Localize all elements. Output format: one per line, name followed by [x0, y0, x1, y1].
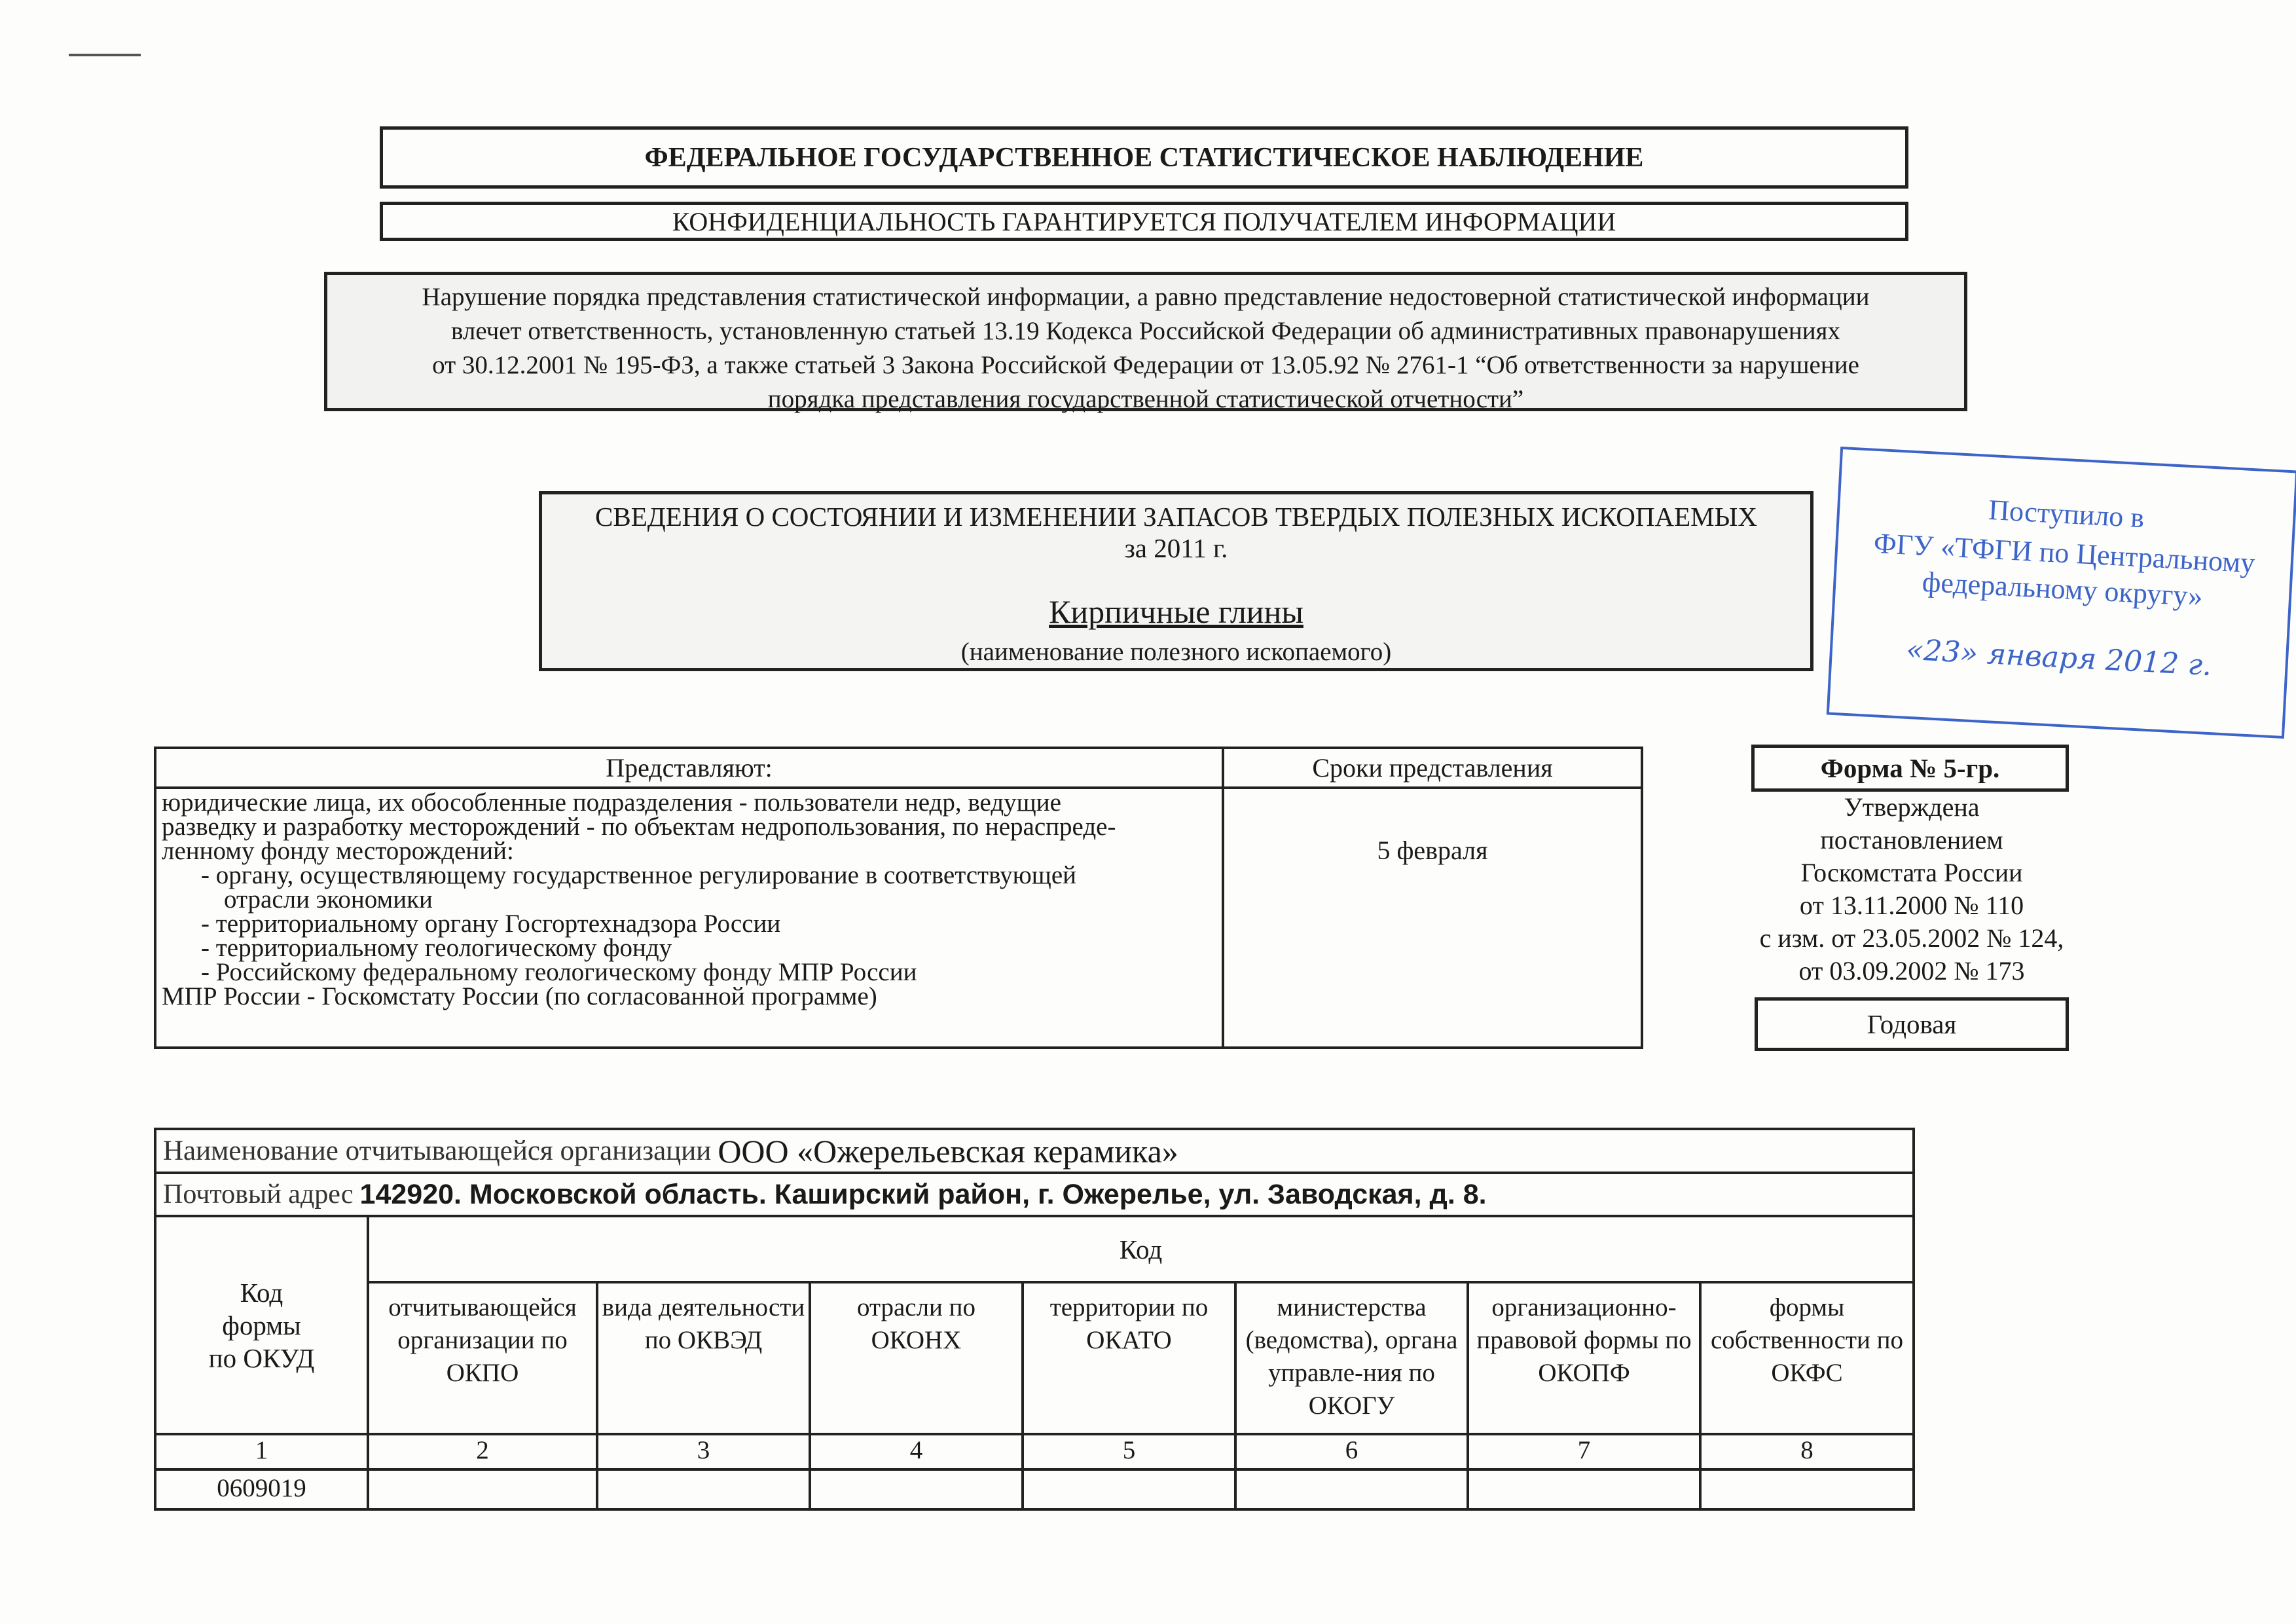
stamp-line: федеральному округу» [1921, 565, 2204, 613]
okogu-value [1235, 1469, 1468, 1509]
report-title-box [539, 491, 1813, 671]
okfs-value [1700, 1469, 1914, 1509]
deadline-value: 5 февраля [1223, 788, 1642, 1048]
approval-line: Утверждена [1844, 792, 1980, 822]
approval-line: от 03.09.2002 № 173 [1798, 956, 2025, 986]
okved-header: вида деятельности по ОКВЭД [597, 1282, 810, 1434]
report-year: за 2011 г. [1124, 533, 1228, 563]
warning-line: порядка представления государственной статистической отчетности” [767, 385, 1524, 413]
column-number: 2 [368, 1434, 597, 1469]
address-label: Почтовый адрес [163, 1179, 354, 1209]
stamp-date: «23» января 2012 г. [1905, 633, 2213, 683]
submitter-line: МПР России - Госкомстату России (по согласованной программе) [162, 982, 877, 1010]
report-period [1755, 997, 2069, 1051]
organization-address-row [154, 1172, 1915, 1215]
organization-name-label: Наименование отчитывающейся организации [163, 1135, 712, 1166]
column-number: 6 [1235, 1434, 1468, 1469]
mineral-caption: (наименование полезного ископаемого) [960, 638, 1392, 666]
column-number: 3 [597, 1434, 810, 1469]
submitter-line: разведку и разработку месторождений - по объектам недропользования, по нераспреде- [162, 813, 1116, 841]
okpo-header: отчитывающейся организации по ОКПО [368, 1282, 597, 1434]
submitters-list [155, 788, 1223, 1048]
submitter-line: ленному фонду месторождений: [162, 837, 514, 865]
column-number: 5 [1023, 1434, 1235, 1469]
survey-title [380, 126, 1908, 189]
warning-line: влечет ответственность, установленную статьей 13.19 Кодекса Российской Федерации об административных правонарушениях [450, 317, 1840, 345]
form-number [1751, 745, 2069, 792]
warning-line: Нарушение порядка представления статистической информации, а равно представление недостоверной статистической информации [422, 283, 1870, 311]
mineral-name: Кирпичные глины [1049, 593, 1303, 630]
warning-line: от 30.12.2001 № 195-ФЗ, а также статьей 3 Закона Российской Федерации от 13.05.92 № 2761-1 “Об ответственности за нарушение [432, 351, 1859, 379]
confidentiality-banner [380, 202, 1908, 241]
address-value: 142920. Московской область. Каширский район, г. Ожерелье, ул. Заводская, д. 8. [359, 1178, 1487, 1210]
stamp-line: Поступило в [1988, 493, 2145, 534]
submitter-line: - органу, осуществляющему государственное регулирование в соответствующей [201, 861, 1077, 889]
legal-warning [324, 272, 1967, 411]
approval-line: Госкомстата России [1800, 858, 2023, 887]
submitter-line: юридические лица, их обособленные подразделения - пользователи недр, ведущие [162, 788, 1061, 817]
scan-mark [69, 54, 141, 56]
okonh-header: отрасли по ОКОНХ [810, 1282, 1023, 1434]
report-period-text: Годовая [1867, 1009, 1957, 1039]
okato-value [1023, 1469, 1235, 1509]
okato-header: территории по ОКАТО [1023, 1282, 1235, 1434]
organization-name-row [154, 1128, 1915, 1172]
column-number: 4 [810, 1434, 1023, 1469]
okud-header: Код формы по ОКУД [155, 1216, 368, 1434]
okopf-header: организационно-правовой формы по ОКОПФ [1468, 1282, 1700, 1434]
report-title: СВЕДЕНИЯ О СОСТОЯНИИ И ИЗМЕНЕНИИ ЗАПАСОВ ТВЕРДЫХ ПОЛЕЗНЫХ ИСКОПАЕМЫХ [595, 502, 1757, 532]
column-number: 1 [155, 1434, 368, 1469]
okonh-value [810, 1469, 1023, 1509]
submission-table [154, 747, 1643, 1049]
deadline-header: Сроки представления [1223, 748, 1642, 788]
okfs-header: формы собственности по ОКФС [1700, 1282, 1914, 1434]
approval-line: от 13.11.2000 № 110 [1799, 891, 2024, 920]
submitter-line: отрасли экономики [224, 885, 433, 913]
column-number: 8 [1700, 1434, 1914, 1469]
organization-block [154, 1128, 1915, 1511]
approval-line: постановлением [1820, 825, 2003, 855]
submitter-line: - Российскому федеральному геологическому фонду МПР России [201, 958, 917, 986]
okpo-value [368, 1469, 597, 1509]
survey-title-text: ФЕДЕРАЛЬНОЕ ГОСУДАРСТВЕННОЕ СТАТИСТИЧЕСКОЕ НАБЛЮДЕНИЕ [644, 142, 1644, 173]
stamp-line: ФГУ «ТФГИ по Центральному [1872, 526, 2256, 580]
submitter-line: - территориальному геологическому фонду [201, 934, 672, 962]
form-number-text: Форма № 5-гр. [1820, 753, 2000, 783]
received-stamp [1827, 447, 2296, 739]
okud-value: 0609019 [155, 1469, 368, 1509]
codes-table [154, 1215, 1915, 1511]
okved-value [597, 1469, 810, 1509]
submitters-header: Представляют: [155, 748, 1223, 788]
okopf-value [1468, 1469, 1700, 1509]
column-number: 7 [1468, 1434, 1700, 1469]
form-approval [1702, 791, 2121, 987]
confidentiality-text: КОНФИДЕНЦИАЛЬНОСТЬ ГАРАНТИРУЕТСЯ ПОЛУЧАТЕЛЕМ ИНФОРМАЦИИ [672, 206, 1616, 236]
code-group-header: Код [368, 1216, 1914, 1282]
approval-line: с изм. от 23.05.2002 № 124, [1759, 923, 2064, 953]
okogu-header: министерства (ведомства), органа управле-ния по ОКОГУ [1235, 1282, 1468, 1434]
organization-name-value: ООО «Ожерельевская керамика» [718, 1132, 1178, 1170]
submitter-line: - территориальному органу Госгортехнадзора России [201, 910, 781, 938]
